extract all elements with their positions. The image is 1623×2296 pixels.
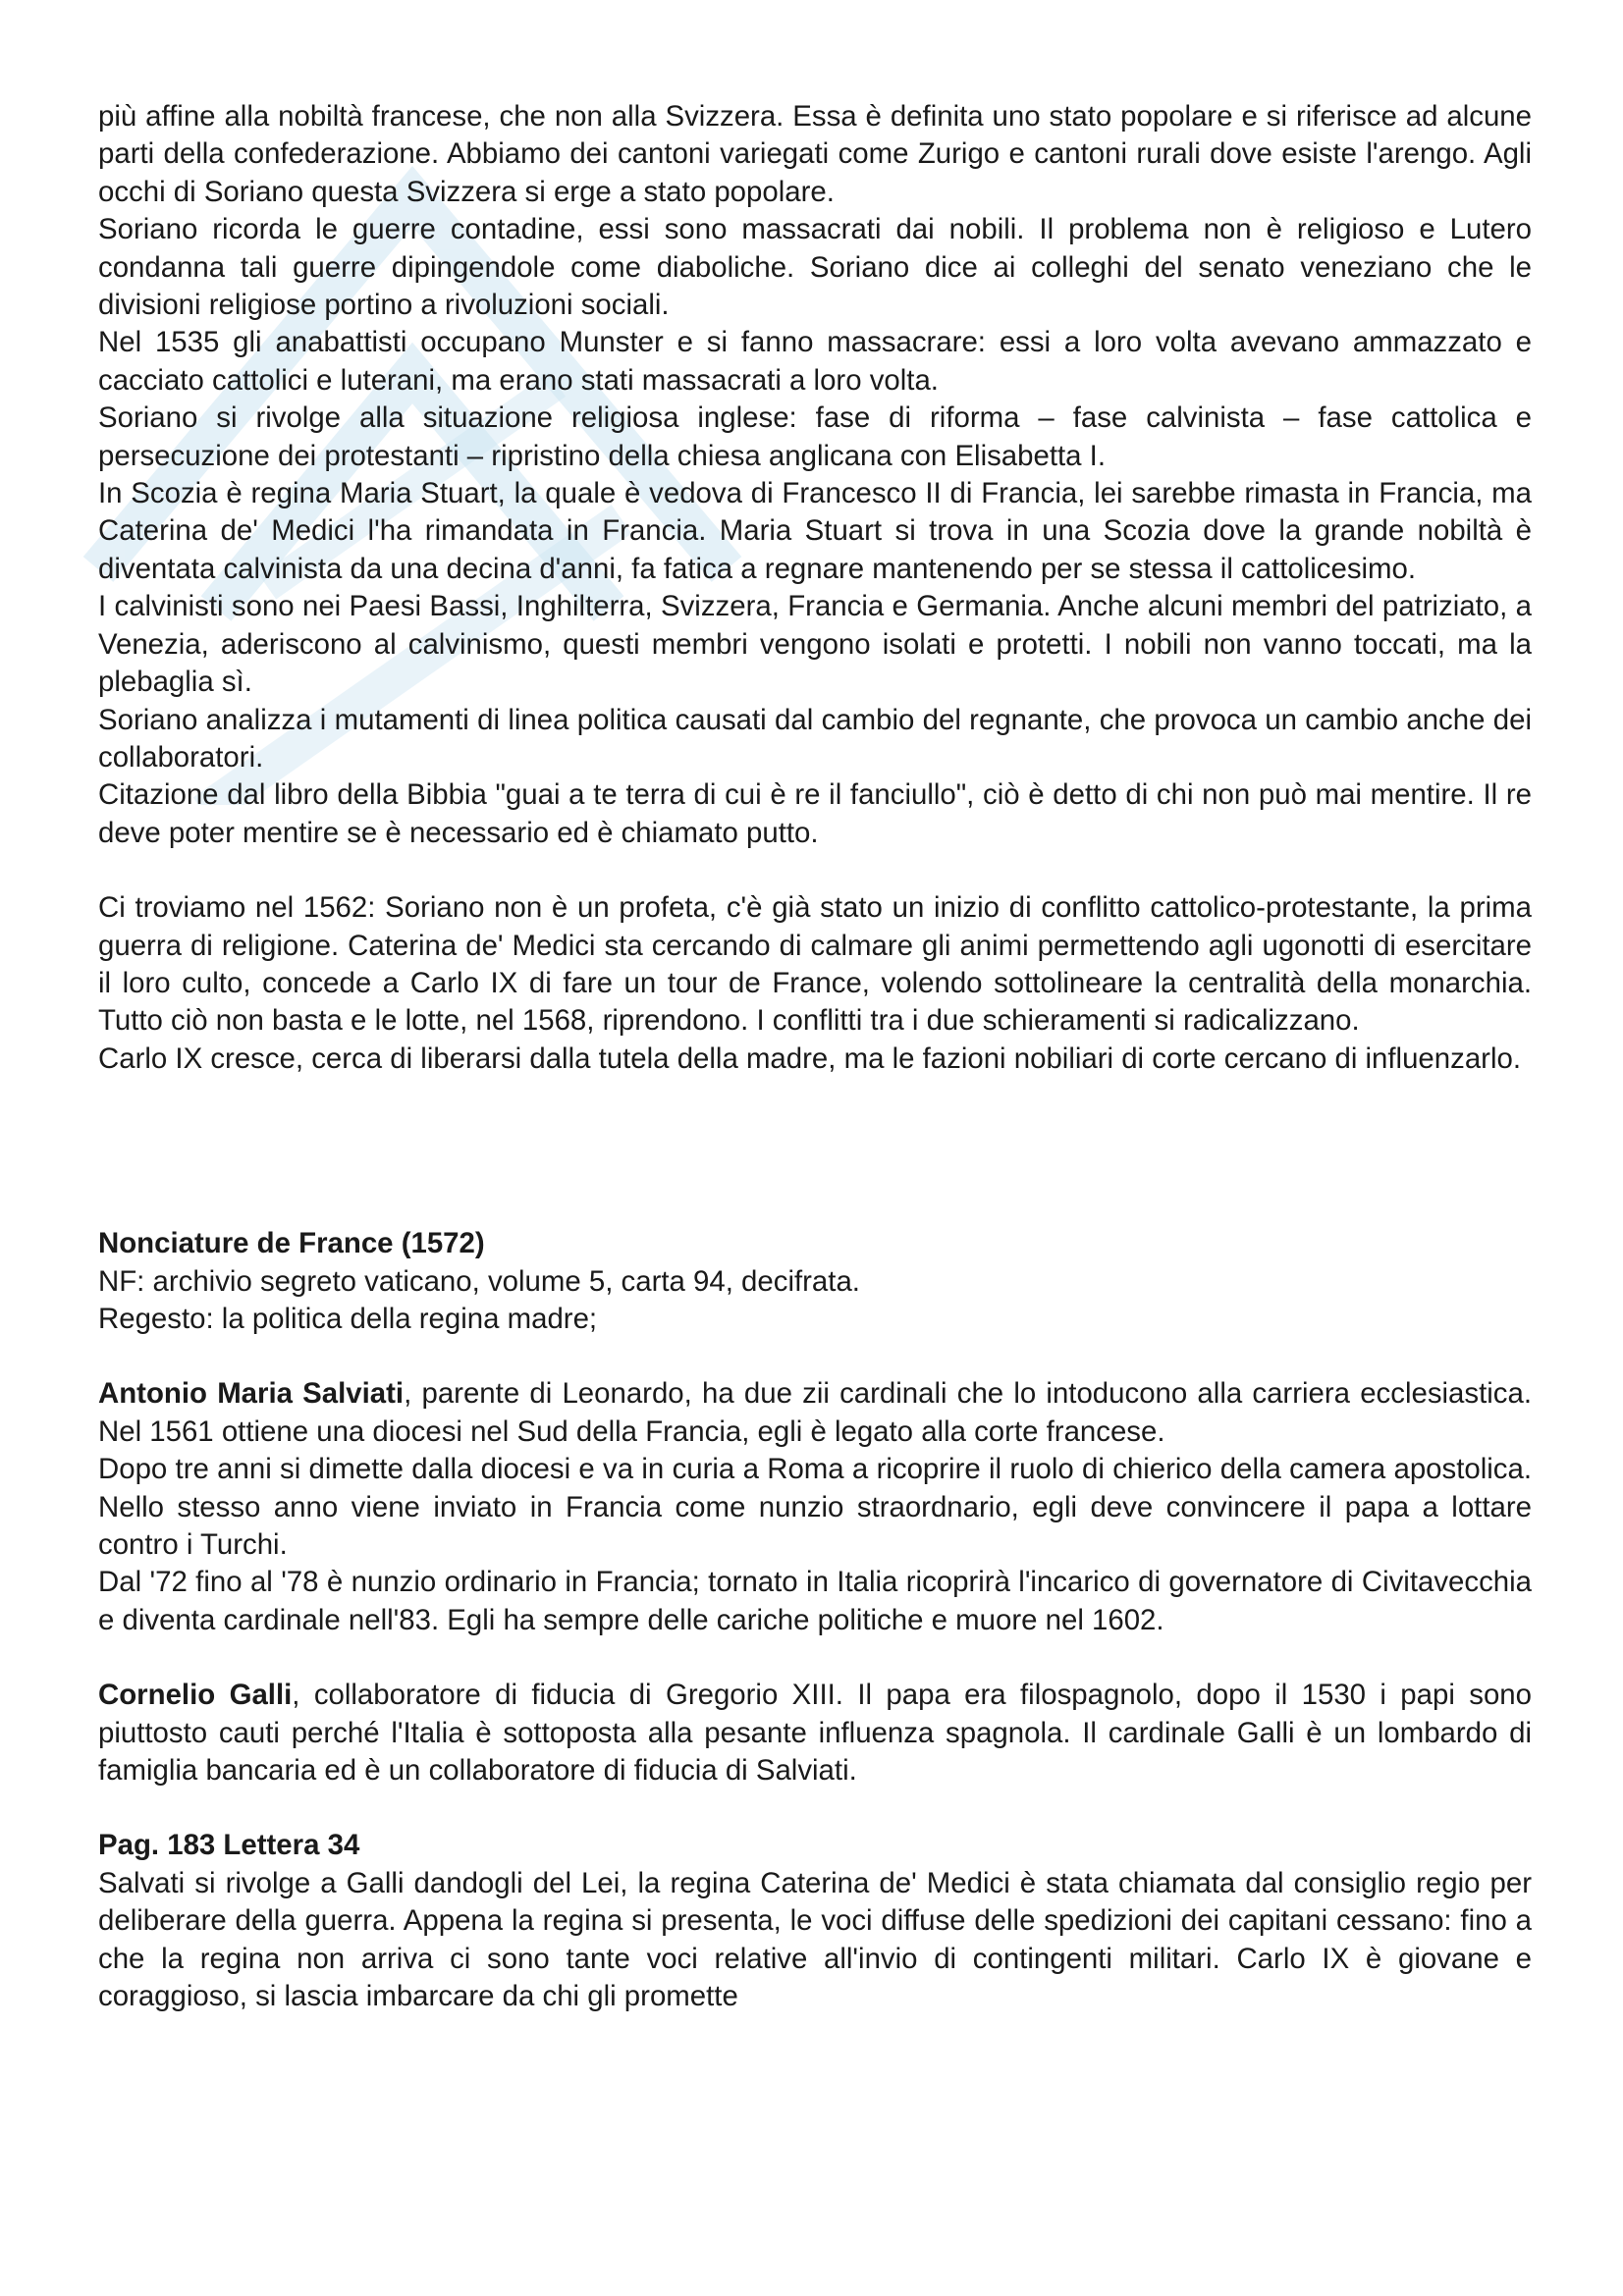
paragraph: più affine alla nobiltà francese, che non alla Svizzera. Essa è definita uno stato popolare e si riferisce ad alcune parti della confederazione. Abbiamo dei cantoni variegati come Zurigo e cantoni rurali dove esiste l'arengo. Agli occhi di Soriano questa Svizzera si erge a stato popolare.	[98, 100, 1532, 208]
paragraph: Soriano ricorda le guerre contadine, essi sono massacrati dai nobili. Il problema non è religioso e Lutero condanna tali guerre dipingendole come diaboliche. Soriano dice ai colleghi del senato veneziano che le divisioni religiose portino a rivoluzioni sociali.	[98, 213, 1532, 322]
paragraph: Dopo tre anni si dimette dalla diocesi e va in curia a Roma a ricoprire il ruolo di chierico della camera apostolica. Nello stesso anno viene inviato in Francia come nunzio straordnario, egli deve convincere il papa a lottare contro i Turchi.	[98, 1453, 1532, 1561]
galli-bio: Cornelio Galli, collaboratore di fiducia di Gregorio XIII. Il papa era filospagnolo, dopo il 1530 i papi sono piuttosto cauti perché l'Italia è sottoposta alla pesante influenza spagnola. Il cardinale Galli è un lombardo di famiglia bancaria ed è un collaboratore di fiducia di Salviati.	[98, 1679, 1532, 1788]
paragraph: Ci troviamo nel 1562: Soriano non è un profeta, c'è già stato un inizio di conflitto cattolico-protestante, la prima guerra di religione. Caterina de' Medici sta cercando di calmare gli animi permettendo agli ugonotti di esercitare il loro culto, concede a Carlo IX di fare un tour de France, volendo sottolineare la centralità della monarchia. Tutto ciò non basta e le lotte, nel 1568, riprendono. I conflitti tra i due schieramenti si radicalizzano.	[98, 891, 1532, 1038]
paragraph: Carlo IX cresce, cerca di liberarsi dalla tutela della madre, ma le fazioni nobiliari di corte cercano di influenzarlo.	[98, 1041, 1521, 1075]
regesto-line: Regesto: la politica della regina madre;	[98, 1302, 598, 1335]
document-page	[98, 98, 1532, 2015]
paragraph: Soriano si rivolge alla situazione religiosa inglese: fase di riforma – fase calvinista – fase cattolica e persecuzione dei protestanti – ripristino della chiesa anglicana con Elisabetta I.	[98, 401, 1532, 472]
paragraph: Soriano analizza i mutamenti di linea politica causati dal cambio del regnante, che provoca un cambio anche dei collaboratori.	[98, 703, 1532, 774]
paragraph: Citazione dal libro della Bibbia "guai a te terra di cui è re il fanciullo", ciò è detto di chi non può mai mentire. Il re deve poter mentire se è necessario ed è chiamato putto.	[98, 778, 1532, 849]
archive-reference: NF: archivio segreto vaticano, volume 5, carta 94, decifrata.	[98, 1264, 860, 1298]
paragraph: In Scozia è regina Maria Stuart, la quale è vedova di Francesco II di Francia, lei sarebbe rimasta in Francia, ma Caterina de' Medici l'ha rimandata in Francia. Maria Stuart si trova in una Scozia dove la grande nobiltà è diventata calvinista da una decina d'anni, fa fatica a regnare mantenendo per se stessa il cattolicesimo.	[98, 477, 1532, 585]
paragraph: Dal '72 fino al '78 è nunzio ordinario in Francia; tornato in Italia ricoprirà l'incarico di governatore di Civitavecchia e diventa cardinale nell'83. Egli ha sempre delle cariche politiche e muore nel 1602.	[98, 1566, 1532, 1636]
section-heading-nonciature: Nonciature de France (1572)	[98, 1227, 485, 1260]
section-heading-lettera: Pag. 183 Lettera 34	[98, 1829, 360, 1862]
paragraph: I calvinisti sono nei Paesi Bassi, Inghilterra, Svizzera, Francia e Germania. Anche alcuni membri del patriziato, a Venezia, aderiscono al calvinismo, questi membri vengono isolati e protetti. I nobili non vanno toccati, ma la plebaglia sì.	[98, 590, 1532, 699]
paragraph: Nel 1535 gli anabattisti occupano Munster e si fanno massacrare: essi a loro volta avevano ammazzato e cacciato cattolici e luterani, ma erano stati massacrati a loro volta.	[98, 326, 1532, 397]
galli-name: Cornelio Galli	[98, 1679, 293, 1712]
salviati-name: Antonio Maria Salviati	[98, 1377, 405, 1411]
salviati-bio: Antonio Maria Salviati, parente di Leonardo, ha due zii cardinali che lo intoducono alla carriera ecclesiastica. Nel 1561 ottiene una diocesi nel Sud della Francia, egli è legato alla corte francese.	[98, 1377, 1532, 1448]
paragraph: Salvati si rivolge a Galli dandogli del Lei, la regina Caterina de' Medici è stata chiamata dal consiglio regio per deliberare della guerra. Appena la regina si presenta, le voci diffuse delle spedizioni dei capitani cessano: fino a che la regina non arriva ci sono tante voci relative all'invio di contingenti militari. Carlo IX è giovane e coraggioso, si lascia imbarcare da chi gli promette	[98, 1866, 1532, 2013]
